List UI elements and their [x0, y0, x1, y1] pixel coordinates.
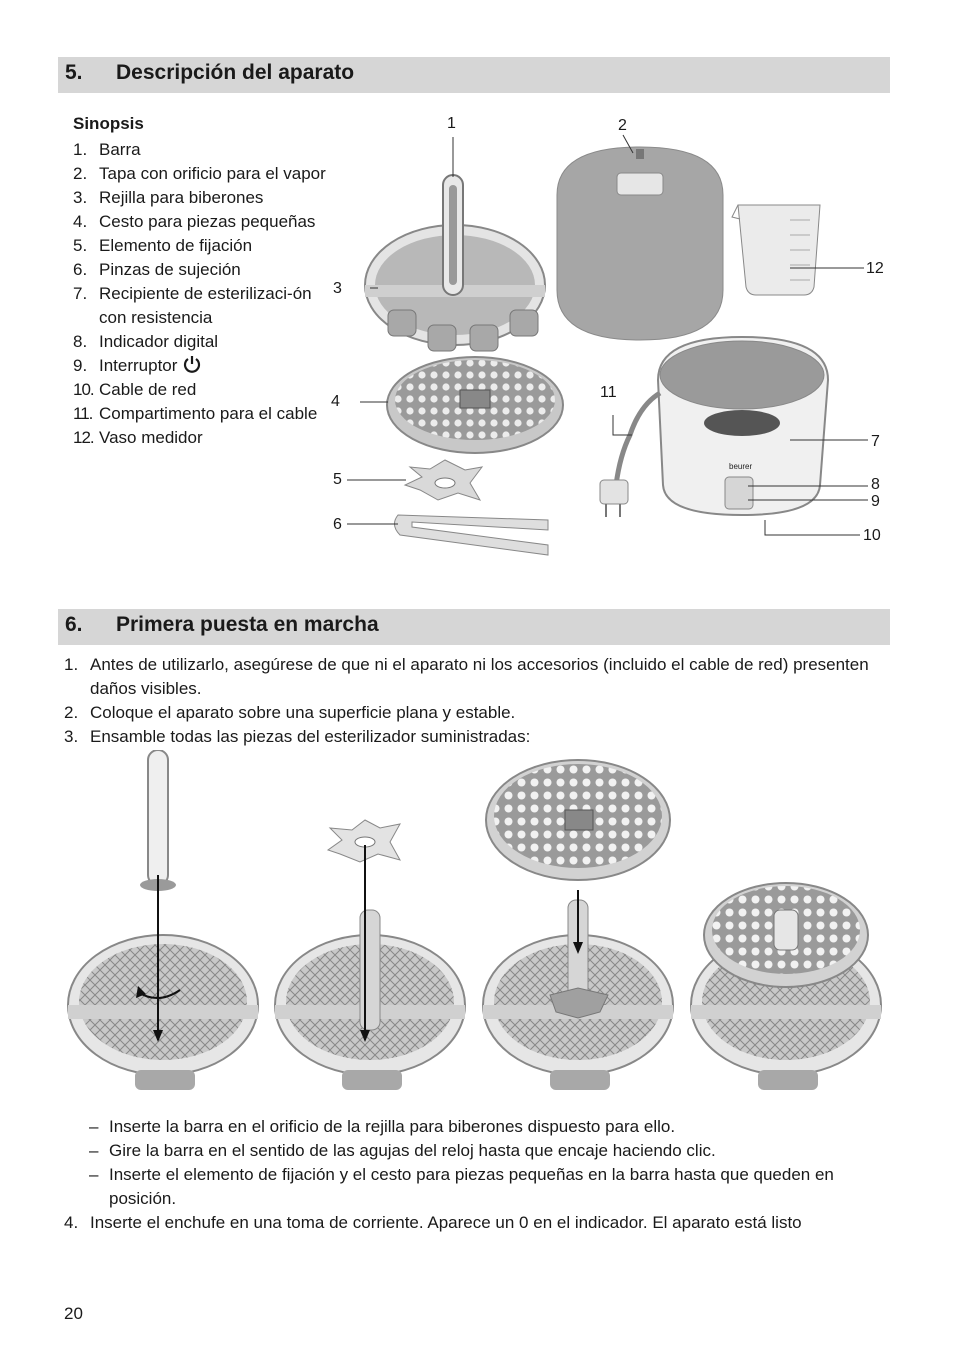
brand-label: beurer: [729, 462, 753, 471]
list-item: 2. Coloque el aparato sobre una superficie plana y estable.: [64, 703, 516, 722]
sinopsis-heading: Sinopsis: [73, 114, 144, 133]
step-4: [64, 1211, 894, 1235]
fixing-element: [405, 460, 482, 500]
list-item: 3. Rejilla para biberones: [73, 188, 264, 207]
assembly-step-3: [483, 760, 673, 1090]
list-item: 12. Vaso medidor: [73, 428, 203, 447]
list-item: 4. Inserte el enchufe en una toma de corriente. Aparece un 0 en el indicador. El aparato está listo: [64, 1213, 802, 1232]
list-item: 7. Recipiente de esterilizaci-ón con resistencia: [73, 284, 312, 327]
callout-7: 7: [871, 433, 880, 450]
list-item: 4. Cesto para piezas pequeñas: [73, 212, 316, 231]
sub-steps-list: [89, 1115, 889, 1211]
steam-lid: [557, 147, 723, 340]
steps-list: [64, 653, 894, 749]
section-number: 5.: [65, 61, 83, 84]
parts-list: [73, 138, 333, 450]
list-item: 6. Pinzas de sujeción: [73, 260, 241, 279]
callout-6: 6: [333, 516, 342, 533]
assembly-figure: [60, 750, 890, 1095]
list-item: 1. Barra: [73, 140, 141, 159]
page-number: 20: [64, 1304, 83, 1323]
leader-line: [765, 520, 860, 535]
assembly-step-4: [691, 883, 881, 1090]
list-item: 3. Ensamble todas las piezas del esterilizador suministradas:: [64, 727, 531, 746]
callout-5: 5: [333, 471, 342, 488]
tongs: [394, 515, 548, 555]
callout-9: 9: [871, 493, 880, 510]
measuring-cup: [732, 205, 820, 295]
assembly-step-2: [275, 820, 465, 1090]
sterilizer-base: [600, 337, 828, 517]
callout-1: 1: [447, 115, 456, 132]
list-item: 11. Compartimento para el cable: [73, 404, 318, 423]
callout-8: 8: [871, 476, 880, 493]
list-item: 1. Antes de utilizarlo, asegúrese de que ni el aparato ni los accesorios (incluido el cable de red) presenten daños visibles.: [64, 655, 869, 698]
list-item: 2. Tapa con orificio para el vapor: [73, 164, 326, 183]
section-title: Primera puesta en marcha: [116, 613, 379, 636]
list-item: 9. Interruptor: [73, 354, 333, 378]
callout-3: 3: [333, 280, 342, 297]
device-overview-figure: [320, 105, 900, 570]
list-item: 5. Elemento de fijación: [73, 236, 253, 255]
callout-2: 2: [618, 117, 627, 134]
assembly-step-1: [68, 750, 258, 1090]
list-item: 10. Cable de red: [73, 380, 197, 399]
list-item: 8. Indicador digital: [73, 332, 219, 351]
callout-10: 10: [863, 527, 881, 544]
small-parts-basket: [387, 357, 563, 453]
section-title: Descripción del aparato: [116, 61, 355, 84]
section-5-header: [58, 57, 890, 93]
list-item: – Gire la barra en el sentido de las agujas del reloj hasta que encaje haciendo clic.: [89, 1141, 716, 1160]
section-number: 6.: [65, 613, 83, 636]
power-icon: [182, 354, 202, 374]
rod: [443, 175, 463, 295]
list-item: – Inserte la barra en el orificio de la rejilla para biberones dispuesto para ello.: [89, 1117, 676, 1136]
callout-4: 4: [331, 393, 340, 410]
callout-12: 12: [866, 260, 884, 277]
callout-11: 11: [600, 384, 617, 401]
list-item: – Inserte el elemento de fijación y el cesto para piezas pequeñas en la barra hasta que queden en posición.: [89, 1165, 834, 1208]
section-6-header: [58, 609, 890, 645]
